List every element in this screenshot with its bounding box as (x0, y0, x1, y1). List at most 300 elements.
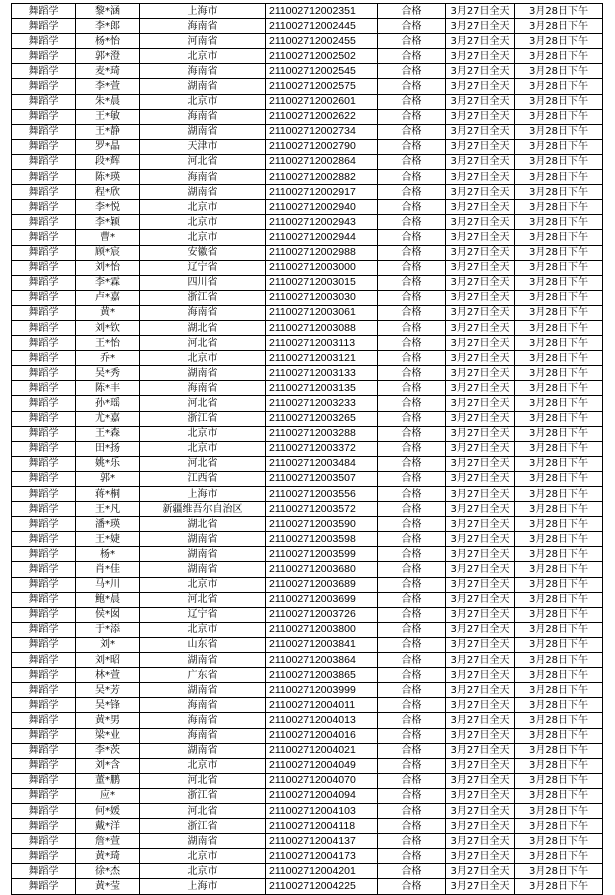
exam-id-cell: 211002712003590 (266, 517, 378, 532)
day1-cell: 3月27日全天 (446, 517, 515, 532)
table-row (12, 562, 603, 577)
day1-cell: 3月27日全天 (446, 487, 515, 502)
result-cell: 合格 (378, 305, 446, 320)
result-cell: 合格 (378, 275, 446, 290)
day1-cell: 3月27日全天 (446, 366, 515, 381)
province-cell: 江西省 (140, 471, 266, 486)
result-cell: 合格 (378, 49, 446, 64)
result-cell: 合格 (378, 366, 446, 381)
result-cell: 合格 (378, 94, 446, 109)
major-cell: 舞蹈学 (12, 381, 76, 396)
result-cell: 合格 (378, 411, 446, 426)
exam-id-cell: 211002712002917 (266, 185, 378, 200)
major-cell: 舞蹈学 (12, 64, 76, 79)
name-cell: 詹*萱 (76, 834, 140, 849)
result-cell: 合格 (378, 607, 446, 622)
day2-cell: 3月28日下午 (515, 170, 603, 185)
day1-cell: 3月27日全天 (446, 577, 515, 592)
exam-id-cell: 211002712003507 (266, 471, 378, 486)
major-cell: 舞蹈学 (12, 819, 76, 834)
exam-id-cell: 211002712002445 (266, 19, 378, 34)
major-cell: 舞蹈学 (12, 547, 76, 562)
exam-id-cell: 211002712003680 (266, 562, 378, 577)
name-cell: 陈*丰 (76, 381, 140, 396)
day2-cell: 3月28日下午 (515, 562, 603, 577)
result-cell: 合格 (378, 547, 446, 562)
exam-id-cell: 211002712002882 (266, 170, 378, 185)
name-cell: 李*郎 (76, 19, 140, 34)
table-row (12, 471, 603, 486)
province-cell: 浙江省 (140, 788, 266, 803)
province-cell: 湖南省 (140, 683, 266, 698)
result-cell: 合格 (378, 698, 446, 713)
exam-id-cell: 211002712003113 (266, 336, 378, 351)
day1-cell: 3月27日全天 (446, 49, 515, 64)
exam-id-cell: 211002712003288 (266, 426, 378, 441)
major-cell: 舞蹈学 (12, 803, 76, 818)
day1-cell: 3月27日全天 (446, 471, 515, 486)
result-cell: 合格 (378, 320, 446, 335)
day1-cell: 3月27日全天 (446, 547, 515, 562)
province-cell: 湖南省 (140, 562, 266, 577)
day1-cell: 3月27日全天 (446, 34, 515, 49)
day1-cell: 3月27日全天 (446, 728, 515, 743)
name-cell: 杨*怡 (76, 34, 140, 49)
table-row (12, 290, 603, 305)
major-cell: 舞蹈学 (12, 577, 76, 592)
day2-cell: 3月28日下午 (515, 788, 603, 803)
province-cell: 河北省 (140, 592, 266, 607)
exam-id-cell: 211002712004225 (266, 879, 378, 894)
name-cell: 陈*瑛 (76, 170, 140, 185)
major-cell: 舞蹈学 (12, 305, 76, 320)
day1-cell: 3月27日全天 (446, 668, 515, 683)
table-row (12, 713, 603, 728)
major-cell: 舞蹈学 (12, 592, 76, 607)
major-cell: 舞蹈学 (12, 19, 76, 34)
day1-cell: 3月27日全天 (446, 290, 515, 305)
province-cell: 安徽省 (140, 245, 266, 260)
day2-cell: 3月28日下午 (515, 668, 603, 683)
name-cell: 蒋*桐 (76, 487, 140, 502)
day2-cell: 3月28日下午 (515, 79, 603, 94)
name-cell: 潘*瑛 (76, 517, 140, 532)
result-cell: 合格 (378, 683, 446, 698)
day1-cell: 3月27日全天 (446, 64, 515, 79)
name-cell: 吴*锋 (76, 698, 140, 713)
major-cell: 舞蹈学 (12, 607, 76, 622)
name-cell: 田*扬 (76, 441, 140, 456)
exam-id-cell: 211002712002988 (266, 245, 378, 260)
province-cell: 天津市 (140, 139, 266, 154)
exam-id-cell: 211002712003841 (266, 637, 378, 652)
result-cell: 合格 (378, 728, 446, 743)
day2-cell: 3月28日下午 (515, 487, 603, 502)
name-cell: 李*萱 (76, 79, 140, 94)
day1-cell: 3月27日全天 (446, 19, 515, 34)
province-cell: 北京市 (140, 49, 266, 64)
day1-cell: 3月27日全天 (446, 200, 515, 215)
day1-cell: 3月27日全天 (446, 592, 515, 607)
table-row (12, 109, 603, 124)
exam-id-cell: 211002712004103 (266, 803, 378, 818)
exam-id-cell: 211002712002944 (266, 230, 378, 245)
day2-cell: 3月28日下午 (515, 290, 603, 305)
exam-id-cell: 211002712002601 (266, 94, 378, 109)
day1-cell: 3月27日全天 (446, 683, 515, 698)
exam-id-cell: 211002712003599 (266, 547, 378, 562)
name-cell: 刘*昭 (76, 653, 140, 668)
province-cell: 辽宁省 (140, 260, 266, 275)
exam-id-cell: 211002712004049 (266, 758, 378, 773)
province-cell: 河北省 (140, 396, 266, 411)
day2-cell: 3月28日下午 (515, 260, 603, 275)
table-row (12, 517, 603, 532)
major-cell: 舞蹈学 (12, 290, 76, 305)
day2-cell: 3月28日下午 (515, 215, 603, 230)
day2-cell: 3月28日下午 (515, 411, 603, 426)
province-cell: 北京市 (140, 426, 266, 441)
result-cell: 合格 (378, 245, 446, 260)
major-cell: 舞蹈学 (12, 758, 76, 773)
result-cell: 合格 (378, 79, 446, 94)
major-cell: 舞蹈学 (12, 49, 76, 64)
day2-cell: 3月28日下午 (515, 683, 603, 698)
province-cell: 北京市 (140, 215, 266, 230)
name-cell: 刘*怡 (76, 260, 140, 275)
day1-cell: 3月27日全天 (446, 336, 515, 351)
day1-cell: 3月27日全天 (446, 275, 515, 290)
province-cell: 湖南省 (140, 185, 266, 200)
day2-cell: 3月28日下午 (515, 758, 603, 773)
table-row (12, 607, 603, 622)
day2-cell: 3月28日下午 (515, 653, 603, 668)
table-row (12, 819, 603, 834)
day2-cell: 3月28日下午 (515, 305, 603, 320)
name-cell: 黄* (76, 305, 140, 320)
result-cell: 合格 (378, 637, 446, 652)
day1-cell: 3月27日全天 (446, 426, 515, 441)
result-cell: 合格 (378, 170, 446, 185)
day1-cell: 3月27日全天 (446, 185, 515, 200)
exam-id-cell: 211002712002622 (266, 109, 378, 124)
day1-cell: 3月27日全天 (446, 215, 515, 230)
name-cell: 尤*嘉 (76, 411, 140, 426)
day2-cell: 3月28日下午 (515, 200, 603, 215)
exam-id-cell: 211002712003372 (266, 441, 378, 456)
name-cell: 罗*晶 (76, 139, 140, 154)
province-cell: 河北省 (140, 773, 266, 788)
table-row (12, 34, 603, 49)
name-cell: 吴*秀 (76, 366, 140, 381)
province-cell: 北京市 (140, 758, 266, 773)
day2-cell: 3月28日下午 (515, 426, 603, 441)
name-cell: 程*欣 (76, 185, 140, 200)
province-cell: 海南省 (140, 713, 266, 728)
day1-cell: 3月27日全天 (446, 79, 515, 94)
day2-cell: 3月28日下午 (515, 109, 603, 124)
result-cell: 合格 (378, 743, 446, 758)
day1-cell: 3月27日全天 (446, 622, 515, 637)
day1-cell: 3月27日全天 (446, 260, 515, 275)
day1-cell: 3月27日全天 (446, 819, 515, 834)
result-cell: 合格 (378, 487, 446, 502)
table-row (12, 200, 603, 215)
result-cell: 合格 (378, 230, 446, 245)
exam-id-cell: 211002712002502 (266, 49, 378, 64)
province-cell: 北京市 (140, 94, 266, 109)
day2-cell: 3月28日下午 (515, 245, 603, 260)
province-cell: 上海市 (140, 4, 266, 19)
day2-cell: 3月28日下午 (515, 154, 603, 169)
major-cell: 舞蹈学 (12, 230, 76, 245)
day1-cell: 3月27日全天 (446, 502, 515, 517)
day2-cell: 3月28日下午 (515, 849, 603, 864)
exam-id-cell: 211002712002940 (266, 200, 378, 215)
day2-cell: 3月28日下午 (515, 34, 603, 49)
exam-id-cell: 211002712003135 (266, 381, 378, 396)
day2-cell: 3月28日下午 (515, 864, 603, 879)
name-cell: 刘* (76, 637, 140, 652)
day1-cell: 3月27日全天 (446, 803, 515, 818)
major-cell: 舞蹈学 (12, 487, 76, 502)
exam-id-cell: 211002712003598 (266, 532, 378, 547)
day2-cell: 3月28日下午 (515, 592, 603, 607)
day1-cell: 3月27日全天 (446, 396, 515, 411)
table-row (12, 577, 603, 592)
exam-id-cell: 211002712003000 (266, 260, 378, 275)
exam-id-cell: 211002712002943 (266, 215, 378, 230)
province-cell: 北京市 (140, 577, 266, 592)
province-cell: 海南省 (140, 381, 266, 396)
exam-id-cell: 211002712002790 (266, 139, 378, 154)
day2-cell: 3月28日下午 (515, 471, 603, 486)
day1-cell: 3月27日全天 (446, 637, 515, 652)
result-cell: 合格 (378, 517, 446, 532)
name-cell: 董*鹏 (76, 773, 140, 788)
major-cell: 舞蹈学 (12, 34, 76, 49)
day2-cell: 3月28日下午 (515, 139, 603, 154)
name-cell: 刘*钦 (76, 320, 140, 335)
result-cell: 合格 (378, 879, 446, 894)
name-cell: 黄*琦 (76, 849, 140, 864)
major-cell: 舞蹈学 (12, 653, 76, 668)
province-cell: 湖南省 (140, 547, 266, 562)
day2-cell: 3月28日下午 (515, 275, 603, 290)
name-cell: 李*霖 (76, 275, 140, 290)
day2-cell: 3月28日下午 (515, 622, 603, 637)
major-cell: 舞蹈学 (12, 426, 76, 441)
result-cell: 合格 (378, 803, 446, 818)
name-cell: 刘*含 (76, 758, 140, 773)
day1-cell: 3月27日全天 (446, 773, 515, 788)
major-cell: 舞蹈学 (12, 260, 76, 275)
table-row (12, 683, 603, 698)
day1-cell: 3月27日全天 (446, 230, 515, 245)
exam-id-cell: 211002712004137 (266, 834, 378, 849)
major-cell: 舞蹈学 (12, 532, 76, 547)
result-cell: 合格 (378, 668, 446, 683)
name-cell: 梁*业 (76, 728, 140, 743)
major-cell: 舞蹈学 (12, 170, 76, 185)
major-cell: 舞蹈学 (12, 743, 76, 758)
result-cell: 合格 (378, 200, 446, 215)
province-cell: 海南省 (140, 64, 266, 79)
name-cell: 王*森 (76, 426, 140, 441)
result-cell: 合格 (378, 381, 446, 396)
day1-cell: 3月27日全天 (446, 456, 515, 471)
day2-cell: 3月28日下午 (515, 532, 603, 547)
table-row (12, 864, 603, 879)
province-cell: 北京市 (140, 441, 266, 456)
exam-id-cell: 211002712003699 (266, 592, 378, 607)
name-cell: 王*凡 (76, 502, 140, 517)
major-cell: 舞蹈学 (12, 879, 76, 894)
table-row (12, 879, 603, 894)
major-cell: 舞蹈学 (12, 668, 76, 683)
day2-cell: 3月28日下午 (515, 441, 603, 456)
province-cell: 河北省 (140, 154, 266, 169)
major-cell: 舞蹈学 (12, 637, 76, 652)
day2-cell: 3月28日下午 (515, 396, 603, 411)
name-cell: 戴*洋 (76, 819, 140, 834)
major-cell: 舞蹈学 (12, 728, 76, 743)
day2-cell: 3月28日下午 (515, 819, 603, 834)
exam-id-cell: 211002712003015 (266, 275, 378, 290)
result-cell: 合格 (378, 773, 446, 788)
province-cell: 河北省 (140, 803, 266, 818)
result-cell: 合格 (378, 351, 446, 366)
major-cell: 舞蹈学 (12, 124, 76, 139)
exam-id-cell: 211002712003061 (266, 305, 378, 320)
name-cell: 于*添 (76, 622, 140, 637)
province-cell: 湖南省 (140, 653, 266, 668)
province-cell: 湖南省 (140, 834, 266, 849)
name-cell: 黄*男 (76, 713, 140, 728)
day2-cell: 3月28日下午 (515, 185, 603, 200)
table-row (12, 758, 603, 773)
day1-cell: 3月27日全天 (446, 4, 515, 19)
result-cell: 合格 (378, 562, 446, 577)
province-cell: 海南省 (140, 109, 266, 124)
name-cell: 马*川 (76, 577, 140, 592)
day1-cell: 3月27日全天 (446, 170, 515, 185)
major-cell: 舞蹈学 (12, 139, 76, 154)
table-row (12, 381, 603, 396)
result-cell: 合格 (378, 290, 446, 305)
exam-id-cell: 211002712004013 (266, 713, 378, 728)
exam-id-cell: 211002712003572 (266, 502, 378, 517)
table-row (12, 124, 603, 139)
major-cell: 舞蹈学 (12, 396, 76, 411)
province-cell: 北京市 (140, 351, 266, 366)
province-cell: 北京市 (140, 622, 266, 637)
day2-cell: 3月28日下午 (515, 351, 603, 366)
major-cell: 舞蹈学 (12, 517, 76, 532)
table-row (12, 79, 603, 94)
day2-cell: 3月28日下午 (515, 4, 603, 19)
table-row (12, 4, 603, 19)
major-cell: 舞蹈学 (12, 562, 76, 577)
major-cell: 舞蹈学 (12, 471, 76, 486)
result-cell: 合格 (378, 532, 446, 547)
exam-id-cell: 211002712004173 (266, 849, 378, 864)
name-cell: 应* (76, 788, 140, 803)
day2-cell: 3月28日下午 (515, 64, 603, 79)
table-row (12, 154, 603, 169)
day1-cell: 3月27日全天 (446, 713, 515, 728)
result-cell: 合格 (378, 426, 446, 441)
table-row (12, 788, 603, 803)
name-cell: 王*怡 (76, 336, 140, 351)
table-row (12, 351, 603, 366)
exam-id-cell: 211002712003265 (266, 411, 378, 426)
result-cell: 合格 (378, 64, 446, 79)
result-cell: 合格 (378, 456, 446, 471)
exam-id-cell: 211002712003726 (266, 607, 378, 622)
table-row (12, 803, 603, 818)
result-cell: 合格 (378, 396, 446, 411)
result-cell: 合格 (378, 758, 446, 773)
day1-cell: 3月27日全天 (446, 320, 515, 335)
day1-cell: 3月27日全天 (446, 94, 515, 109)
province-cell: 浙江省 (140, 411, 266, 426)
province-cell: 海南省 (140, 698, 266, 713)
table-row (12, 260, 603, 275)
province-cell: 河南省 (140, 34, 266, 49)
name-cell: 王*婕 (76, 532, 140, 547)
province-cell: 海南省 (140, 728, 266, 743)
table-row (12, 668, 603, 683)
day1-cell: 3月27日全天 (446, 698, 515, 713)
major-cell: 舞蹈学 (12, 351, 76, 366)
day2-cell: 3月28日下午 (515, 517, 603, 532)
day1-cell: 3月27日全天 (446, 562, 515, 577)
major-cell: 舞蹈学 (12, 79, 76, 94)
day1-cell: 3月27日全天 (446, 758, 515, 773)
major-cell: 舞蹈学 (12, 275, 76, 290)
exam-id-cell: 211002712004070 (266, 773, 378, 788)
major-cell: 舞蹈学 (12, 215, 76, 230)
major-cell: 舞蹈学 (12, 864, 76, 879)
table-row (12, 139, 603, 154)
exam-id-cell: 211002712003121 (266, 351, 378, 366)
province-cell: 山东省 (140, 637, 266, 652)
result-cell: 合格 (378, 109, 446, 124)
province-cell: 上海市 (140, 879, 266, 894)
table-row (12, 773, 603, 788)
table-row (12, 728, 603, 743)
province-cell: 湖南省 (140, 79, 266, 94)
result-cell: 合格 (378, 849, 446, 864)
day2-cell: 3月28日下午 (515, 577, 603, 592)
day2-cell: 3月28日下午 (515, 456, 603, 471)
name-cell: 曹* (76, 230, 140, 245)
table-row (12, 502, 603, 517)
exam-id-cell: 211002712003800 (266, 622, 378, 637)
day1-cell: 3月27日全天 (446, 607, 515, 622)
result-cell: 合格 (378, 34, 446, 49)
result-cell: 合格 (378, 653, 446, 668)
major-cell: 舞蹈学 (12, 185, 76, 200)
exam-id-cell: 211002712002734 (266, 124, 378, 139)
exam-id-cell: 211002712003865 (266, 668, 378, 683)
table-row (12, 170, 603, 185)
name-cell: 麦*琦 (76, 64, 140, 79)
province-cell: 湖南省 (140, 743, 266, 758)
exam-id-cell: 211002712002545 (266, 64, 378, 79)
day1-cell: 3月27日全天 (446, 305, 515, 320)
